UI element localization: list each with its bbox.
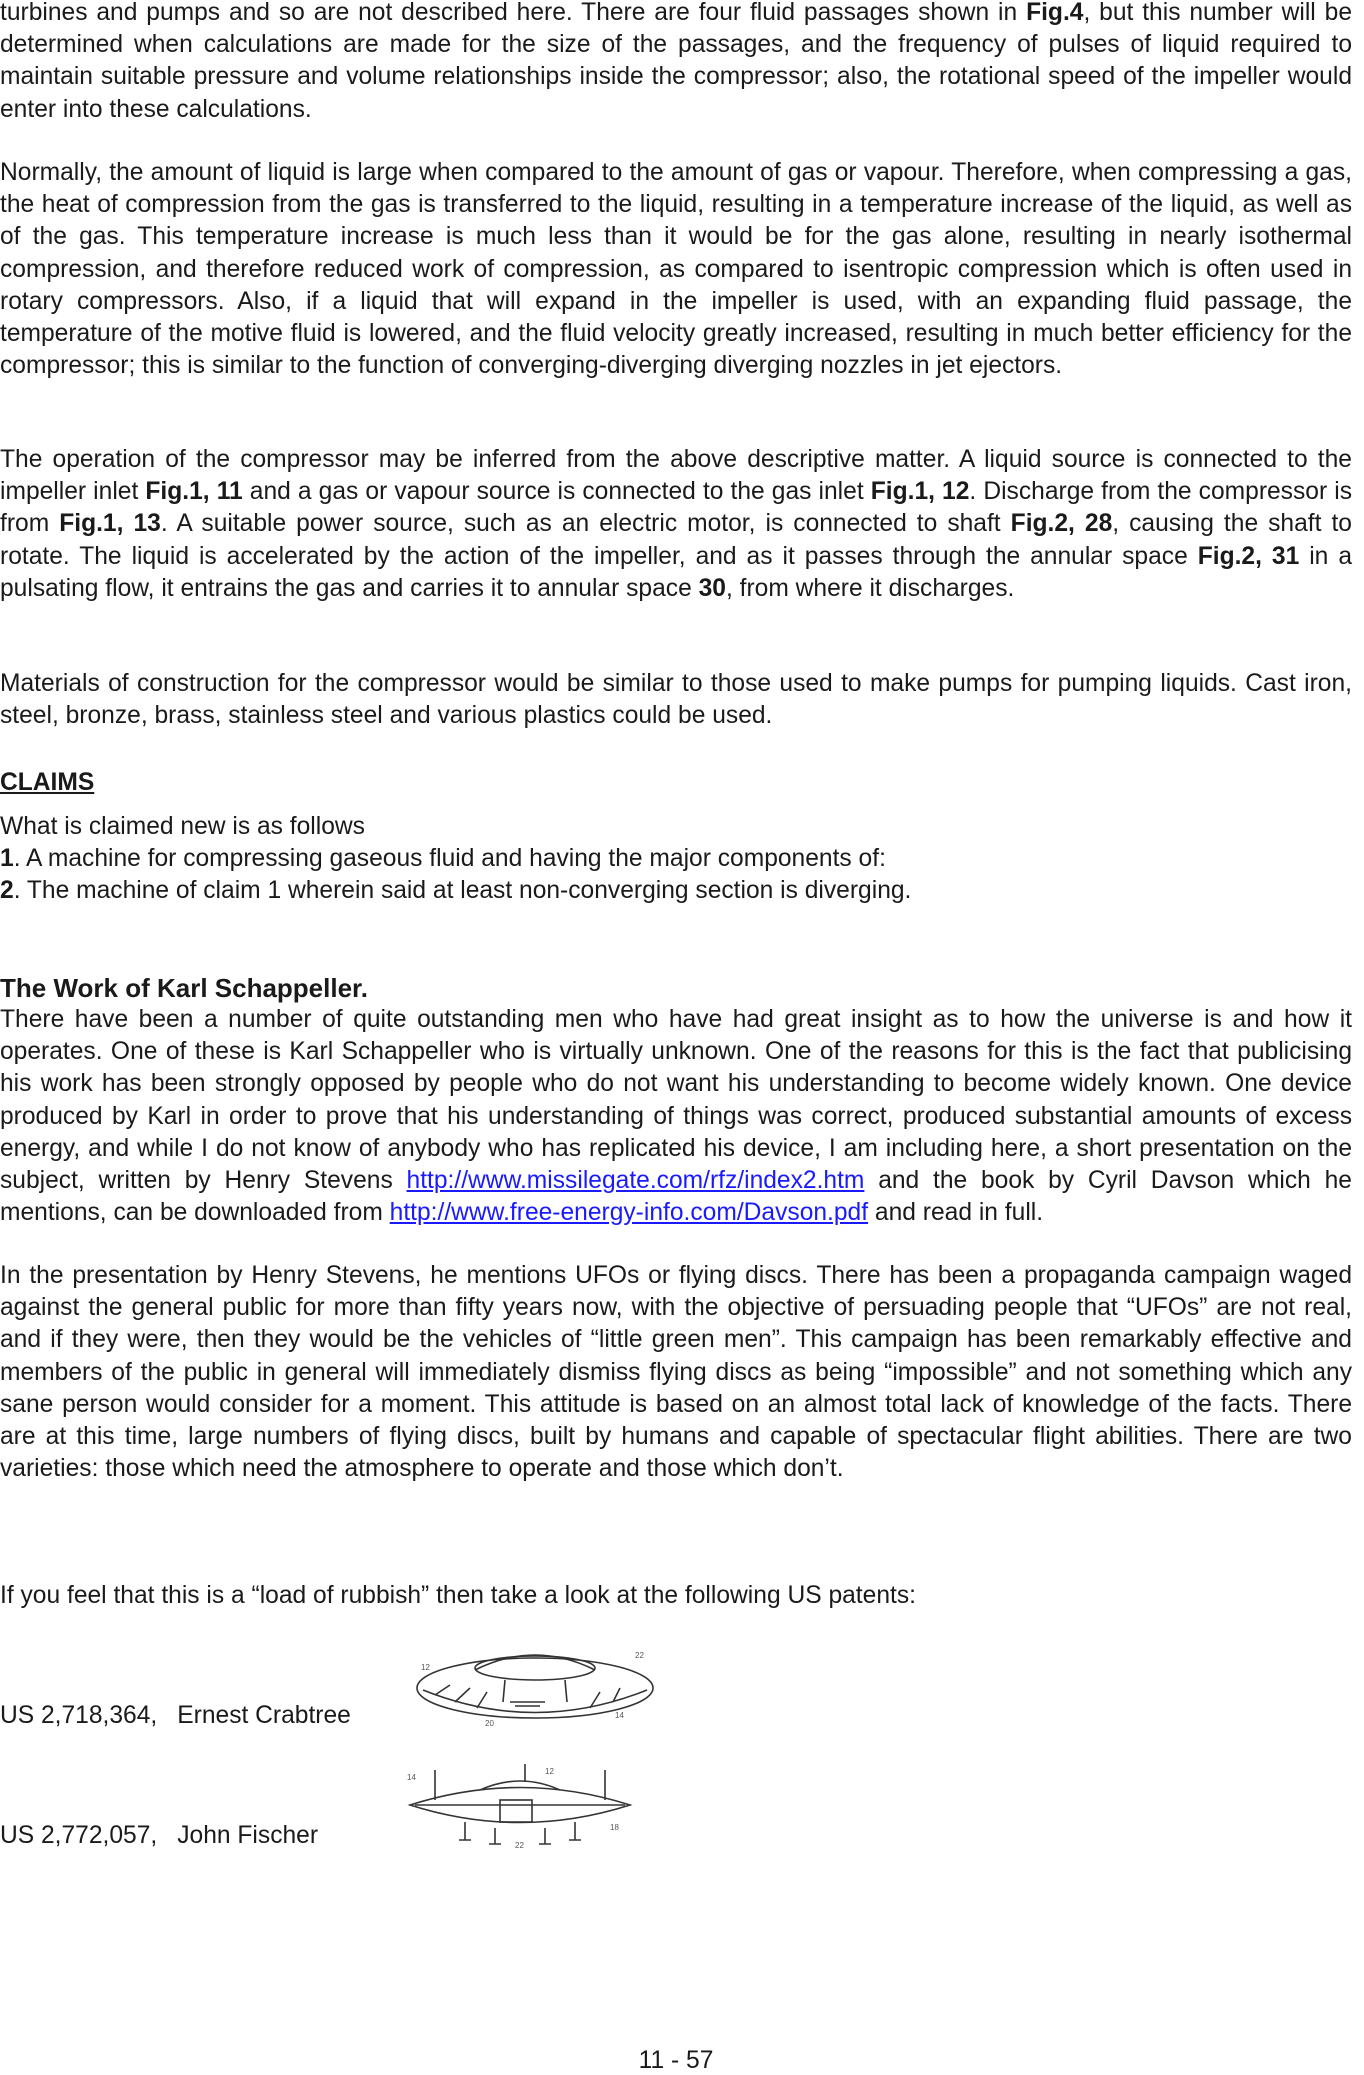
- claims-section: [0, 767, 1352, 799]
- claims-list: [0, 811, 1352, 908]
- svg-text:20: 20: [485, 1719, 494, 1728]
- claim-item: 1. A machine for compressing gaseous fluid and having the major components of:: [0, 845, 886, 873]
- claims-heading: CLAIMS: [0, 769, 95, 796]
- paragraph-schappeller-intro: [0, 1004, 1352, 1229]
- missilegate-link[interactable]: http://www.missilegate.com/rfz/index2.htm: [406, 1167, 865, 1195]
- text-run: , from where it discharges.: [725, 574, 1015, 602]
- paragraph-materials: Materials of construction for the compressor would be similar to those used to make pumps for pumping liquids. Cast iron, steel, bronze, brass, stainless steel and various plastics could be used.: [0, 670, 1352, 730]
- page-number: 11 - 57: [638, 2047, 714, 2074]
- figure-reference: 30: [698, 574, 726, 602]
- figure-reference: Fig.4: [1026, 0, 1084, 26]
- svg-text:22: 22: [515, 1841, 524, 1850]
- figure-reference: Fig.1, 13: [59, 510, 161, 538]
- patent-entry: [0, 1820, 318, 1852]
- figure-reference: Fig.1, 11: [145, 478, 243, 506]
- davson-pdf-link[interactable]: http://www.free-energy-info.com/Davson.pdf: [389, 1199, 869, 1227]
- text-run: and a gas or vapour source is connected to the gas inlet: [242, 478, 871, 506]
- text-run: , but this number will be determined when calculations are made for the size of the passages, and the frequency of pulses of liquid required to maintain suitable pressure and volume relationships inside the compressor; also, the rotational speed of the impeller would enter into these calculations.: [0, 0, 1352, 123]
- svg-text:12: 12: [421, 1663, 430, 1672]
- text-run: in a pulsating flow, it entrains the gas and carries it to annular space: [0, 542, 1352, 602]
- text-run: and the book by Cyril Davson which he mentions, can be downloaded from: [0, 1167, 1352, 1227]
- figure-reference: Fig.2, 28: [1010, 510, 1113, 538]
- claim-item: 2. The machine of claim 1 wherein said at least non-converging section is diverging.: [0, 877, 912, 905]
- schappeller-section: [0, 972, 1352, 1004]
- patent-entry: [0, 1700, 351, 1732]
- text-run: , causing the shaft to rotate. The liquid is accelerated by the action of the impeller, and as it passes through the annular space: [0, 510, 1352, 570]
- patent-inventor: Ernest Crabtree: [177, 1702, 351, 1729]
- svg-text:14: 14: [407, 1773, 416, 1782]
- svg-text:14: 14: [615, 1711, 624, 1720]
- patent-number: US 2,718,364,: [0, 1702, 158, 1729]
- section-heading: The Work of Karl Schappeller.: [0, 973, 368, 1003]
- paragraph-flying-discs: In the presentation by Henry Stevens, he mentions UFOs or flying discs. There has been a propaganda campaign waged against the general public for more than fifty years now, with the objective of persuading people that “UFOs” are not real, and if they were, then they would be the vehicles of “little green men”. This campaign has been remarkably effective and members of the public in general will immediately dismiss flying discs as being “impossible” and not something which any sane person would consider for a moment. This attitude is based on an almost total lack of knowledge of the facts. There are at this time, large numbers of flying discs, built by humans and capable of spectacular flight abilities. There are two varieties: those which need the atmosphere to operate and those which don’t.: [0, 1262, 1352, 1483]
- text-run: There have been a number of quite outstanding men who have had great insight as to how the universe is and how it operates. One of these is Karl Schappeller who is virtually unknown. One of the reasons for this is the fact that publicising his work has been strongly opposed by people who do not want his understanding to become widely known. One device produced by Karl in order to prove that his understanding of things was correct, produced substantial amounts of excess energy, and while I do not know of anybody who has replicated his device, I am including here, a short presentation on the subject, written by Henry Stevens: [0, 1006, 1352, 1195]
- paragraph-compressor-operation: [0, 444, 1352, 605]
- text-run: The operation of the compressor may be inferred from the above descriptive matter. A liquid source is connected to the impeller inlet: [0, 446, 1352, 506]
- text-run: . Discharge from the compressor is from: [0, 478, 1352, 538]
- patent-number: US 2,772,057,: [0, 1822, 158, 1849]
- claims-intro: What is claimed new is as follows: [0, 813, 365, 840]
- paragraph-patents-intro: If you feel that this is a “load of rubbish” then take a look at the following US patents:: [0, 1582, 916, 1609]
- figure-reference: Fig.1, 12: [870, 478, 970, 506]
- paragraph-isothermal-compression: Normally, the amount of liquid is large when compared to the amount of gas or vapour. Therefore, when compressing a gas, the heat of compression from the gas is transferred to the liquid, resulting in a temperature increase of the liquid, as well as of the gas. This temperature increase is much less than it would be for the gas alone, resulting in nearly isothermal compression, and therefore reduced work of compression, as compared to isentropic compression which is often used in rotary compressors. Also, if a liquid that will expand in the impeller is used, with an expanding fluid passage, the temperature of the motive fluid is lowered, and the fluid velocity greatly increased, resulting in much better efficiency for the compressor; this is similar to the function of converging-diverging diverging nozzles in jet ejectors.: [0, 159, 1352, 380]
- text-run: turbines and pumps and so are not described here. There are four fluid passages shown in: [0, 0, 1027, 26]
- paragraph-fluid-passages: [0, 0, 1352, 126]
- figure-reference: Fig.2, 31: [1197, 542, 1300, 570]
- svg-text:12: 12: [545, 1767, 554, 1776]
- text-run: and read in full.: [868, 1199, 1044, 1227]
- flying-disc-drawing-icon: [415, 1640, 655, 1740]
- svg-text:18: 18: [610, 1823, 619, 1832]
- text-run: . A suitable power source, such as an electric motor, is connected to shaft: [160, 510, 1011, 538]
- flying-saucer-drawing-icon: [405, 1760, 635, 1850]
- svg-text:22: 22: [635, 1651, 644, 1660]
- patent-inventor: John Fischer: [177, 1822, 319, 1849]
